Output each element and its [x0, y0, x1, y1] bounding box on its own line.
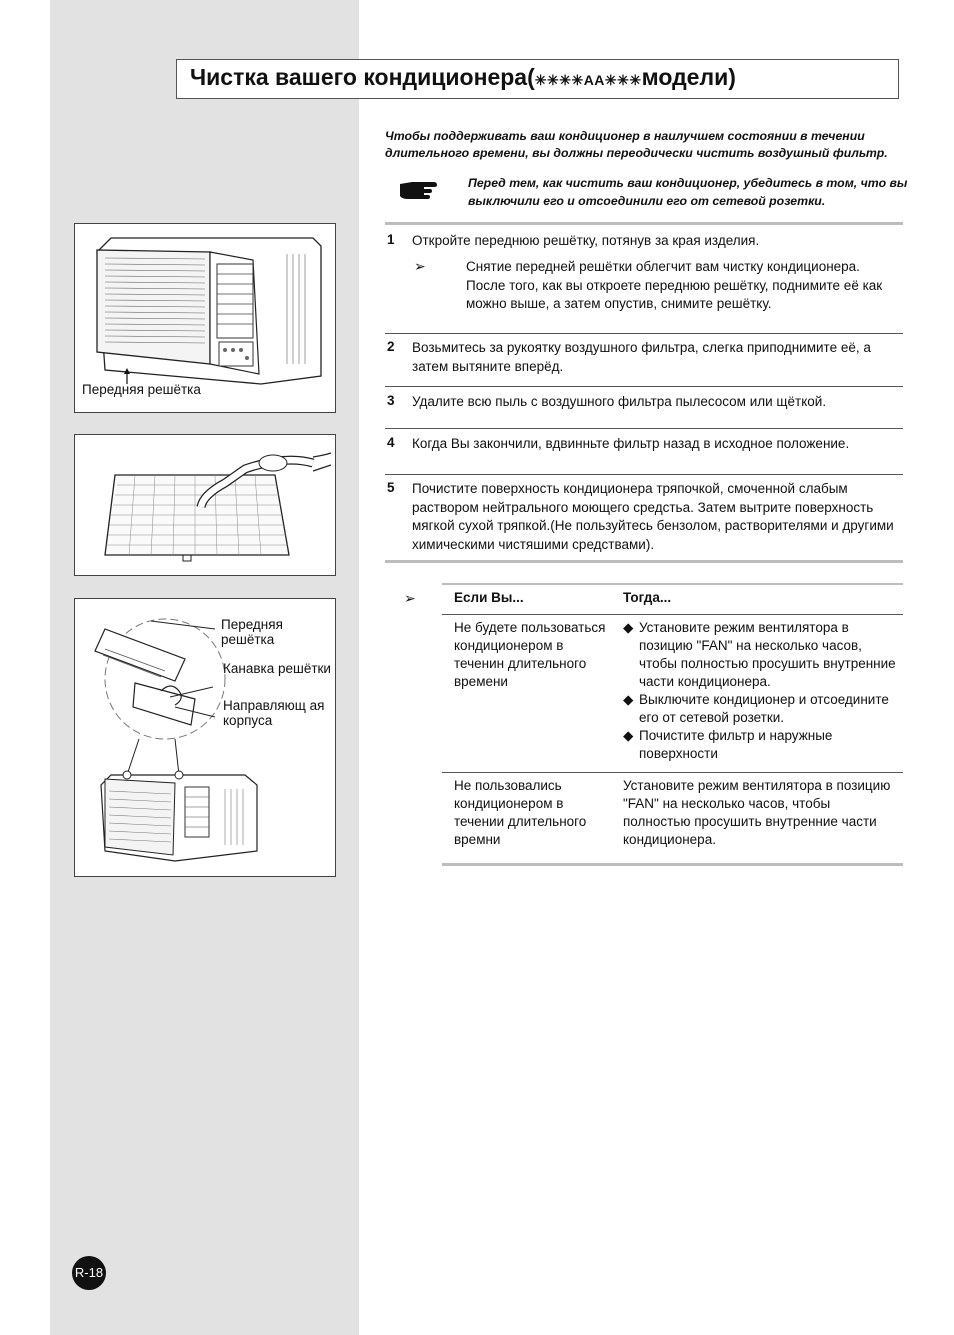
table-header-if: Если Вы... — [454, 590, 524, 605]
table-cell-if: Не будете пользоваться кондиционером в теченин длительного времени — [454, 620, 606, 689]
title-model-code: ✳✳✳✳AA✳✳✳ — [534, 72, 642, 88]
figure-label: Передняя решётка — [221, 617, 283, 647]
filter-vacuum-illustration — [75, 435, 337, 577]
arrow-icon: ➢ — [404, 590, 416, 606]
table-header-rule — [442, 614, 903, 615]
page-title — [176, 59, 899, 99]
figure-label: Направляющ ая корпуса — [223, 698, 325, 728]
warning-text: Перед тем, как чистить ваш кондиционер, убедитесь в том, что вы выключили его и отсоединили его от сетевой розетки. — [468, 176, 908, 208]
table-bottom-rule — [442, 863, 903, 866]
arrow-icon: ➢ — [414, 258, 426, 274]
divider — [385, 428, 903, 429]
table-cell-if: Не пользовались кондиционером в течении длительного времни — [454, 778, 587, 847]
bullet-text: Выключите кондиционер и отсоедините его от сетевой розетки. — [639, 692, 889, 725]
diamond-icon: ◆ — [623, 728, 634, 743]
intro-text: Чтобы поддерживать ваш кондиционер в наилучшем состоянии в течении длительного времени, вы должны переодически чистить воздушный фильтр. — [385, 129, 888, 160]
list-item — [623, 727, 898, 763]
step-number: 4 — [387, 435, 395, 450]
note-text: Снятие передней решётки облегчит вам чистку кондиционера. После того, как вы откроете переднюю решётку, поднимите её как можно выше, а затем опустив, снимите решётку. — [466, 259, 883, 311]
diamond-icon: ◆ — [623, 620, 634, 635]
step-text: Удалите всю пыль с воздушного фильтра пылесосом или щёткой. — [412, 394, 827, 409]
step-text: Откройте переднюю решётку, потянув за края изделия. — [412, 233, 760, 248]
table-header-then: Тогда... — [623, 590, 672, 605]
figure-filter-vacuum — [74, 434, 336, 576]
step-number: 1 — [387, 232, 395, 247]
list-item — [623, 619, 898, 691]
divider — [385, 474, 903, 475]
divider — [385, 386, 903, 387]
step-number: 5 — [387, 480, 395, 495]
figure-label: Канавка решётки — [223, 661, 331, 676]
title-main: Чистка вашего кондиционера( — [190, 64, 535, 90]
page-number: R-18 — [72, 1256, 106, 1290]
title-suffix: модели) — [641, 64, 736, 90]
step-text: Почистите поверхность кондиционера тряпочкой, смоченной слабым раствором нейтрального моющего средстьа. Затем вытрите поверхность мягкой сухой тряпкой.(Не пользуйтесь бензолом, растворителями и другими химическими чистяшими средствами). — [412, 481, 894, 552]
divider — [385, 222, 903, 225]
divider — [385, 560, 903, 563]
figure-grille-installation — [74, 598, 336, 877]
figure-front-grille — [74, 223, 336, 413]
diamond-icon: ◆ — [623, 692, 634, 707]
table-cell-then: Установите режим вентилятора в позицию "FAN" на несколько часов, чтобы полностью просушить внутренние части кондиционера. — [623, 778, 891, 847]
table-cell-then — [623, 619, 898, 763]
table-top-rule — [442, 583, 903, 585]
list-item — [623, 691, 898, 727]
step-number: 2 — [387, 339, 395, 354]
step-text: Возьмитесь за рукоятку воздушного фильтра, слегка приподнимите её, а затем вытяните вперёд. — [412, 340, 871, 374]
step-text: Когда Вы закончили, вдвинньте фильтр назад в исходное положение. — [412, 436, 850, 451]
bullet-text: Почистите фильтр и наружные поверхности — [639, 728, 833, 761]
table-row-rule — [442, 772, 903, 773]
figure-label: Передняя решётка — [82, 382, 201, 397]
divider — [385, 333, 903, 334]
step-number: 3 — [387, 393, 395, 408]
bullet-text: Установите режим вентилятора в позицию "FAN" на несколько часов, чтобы полностью просушить внутренние части кондиционера. — [639, 620, 896, 689]
pointing-hand-icon — [398, 178, 438, 202]
